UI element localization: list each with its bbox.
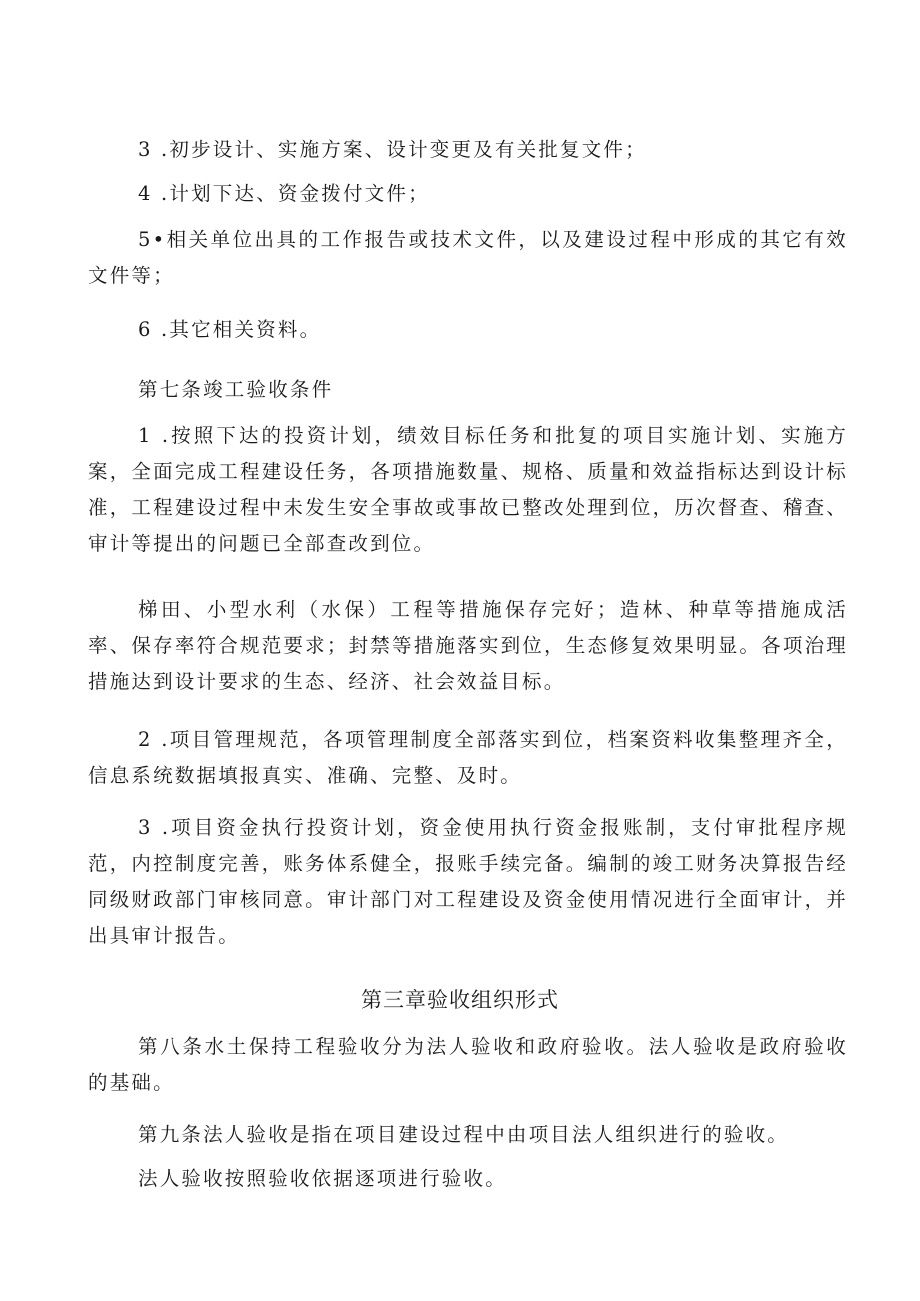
condition-1-measures-preserved: 梯田、小型水利（水保）工程等措施保存完好；造林、种草等措施成活率、保存率符合规范要求；封禁等措施落实到位，生态修复效果明显。各项治理措施达到设计要求的生态、经济、社会效益目标。: [88, 598, 848, 693]
item-6-other-materials: 6 .其它相关资料。: [138, 318, 322, 341]
article-9-legal-person-acceptance: 第九条法人验收是指在项目建设过程中由项目法人组织进行的验收。: [138, 1123, 790, 1146]
article-8-acceptance-types: 第八条水土保持工程验收分为法人验收和政府验收。法人验收是政府验收的基础。: [88, 1035, 848, 1094]
item-4-plan-funding-documents: 4 .计划下达、资金拨付文件；: [138, 182, 430, 205]
article-7-heading: 第七条竣工验收条件: [138, 378, 334, 401]
condition-3-project-funds: 3 .项目资金执行投资计划，资金使用执行资金报账制，支付审批程序规范，内控制度完善，账务体系健全，报账手续完备。编制的竣工财务决算报告经同级财政部门审核同意。审计部门对工程建设及资金使用情况进行全面审计，并出具审计报告。: [88, 816, 848, 947]
item-3-design-documents: 3 .初步设计、实施方案、设计变更及有关批复文件；: [138, 138, 647, 161]
condition-1-construction-complete: 1 .按照下达的投资计划，绩效目标任务和批复的项目实施计划、实施方案，全面完成工程建设任务，各项措施数量、规格、质量和效益指标达到设计标准，工程建设过程中未发生安全事故或事故已整改处理到位，历次督查、稽查、审计等提出的问题已全部查改到位。: [88, 424, 848, 555]
legal-person-acceptance-procedure: 法人验收按照验收依据逐项进行验收。: [138, 1167, 507, 1190]
chapter-3-heading: 第三章验收组织形式: [361, 988, 559, 1012]
item-5-work-reports: 5•相关单位出具的工作报告或技术文件，以及建设过程中形成的其它有效文件等；: [88, 228, 848, 287]
condition-2-project-management: 2 .项目管理规范，各项管理制度全部落实到位，档案资料收集整理齐全，信息系统数据填报真实、准确、完整、及时。: [88, 728, 848, 787]
